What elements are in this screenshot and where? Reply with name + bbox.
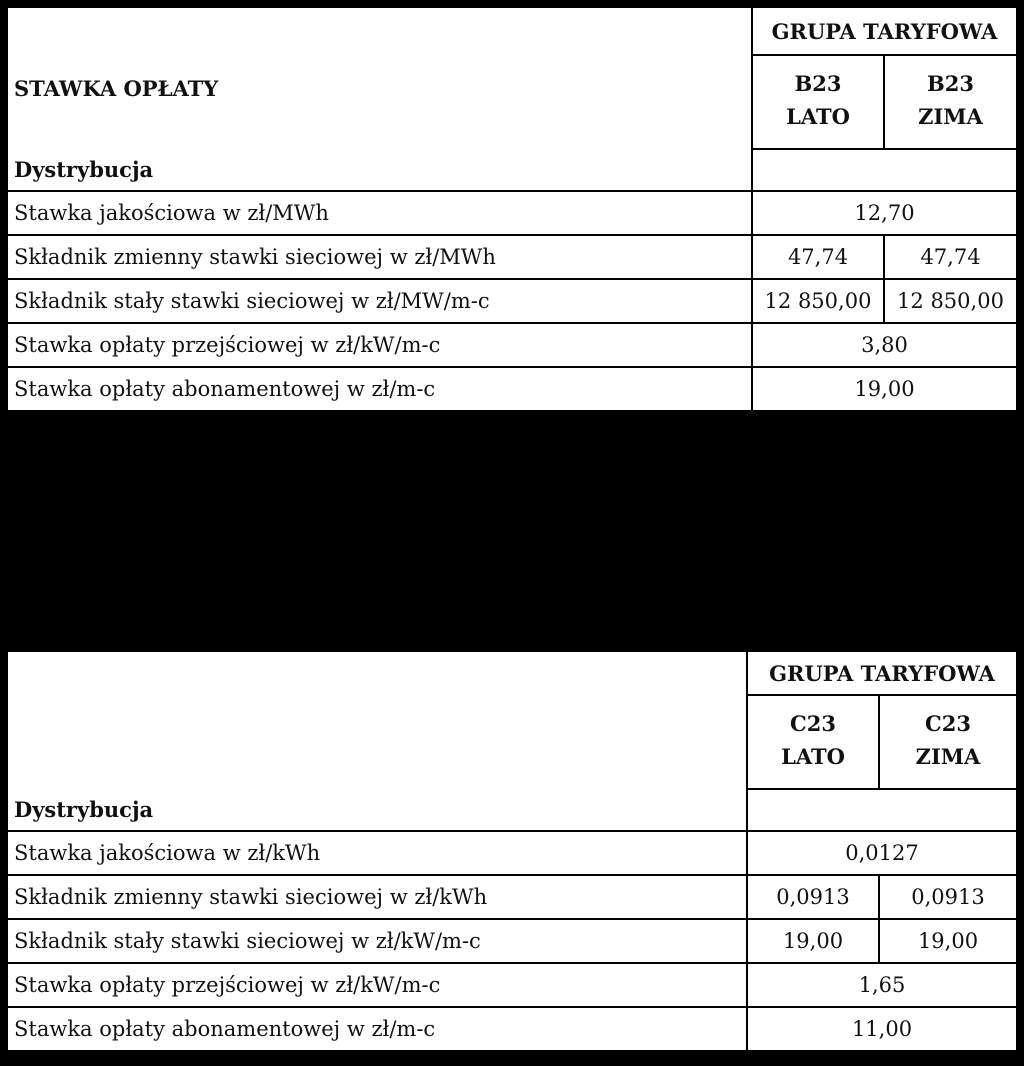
col-code-lato: C23 [747,695,879,738]
table-row [7,831,1017,875]
col-season-lato: LATO [747,738,879,789]
col-code-zima: B23 [884,55,1017,98]
col-season-zima: ZIMA [884,98,1017,149]
row-value: 0,0127 [747,831,1017,875]
row-value-zima: 19,00 [879,919,1017,963]
tariff-table-c23 [6,650,1018,1052]
row-value: 19,00 [752,367,1017,411]
table-row [7,191,1017,235]
col-code-lato: B23 [752,55,884,98]
table-row [7,367,1017,411]
row-value-lato: 47,74 [752,235,884,279]
row-value-lato: 12 850,00 [752,279,884,323]
row-label: Stawka opłaty abonamentowej w zł/m-c [7,367,752,411]
row-label: Składnik zmienny stawki sieciowej w zł/kWh [7,875,747,919]
table-row [7,1007,1017,1051]
group-header: GRUPA TARYFOWA [747,651,1017,695]
table-row [7,919,1017,963]
row-value-zima: 0,0913 [879,875,1017,919]
header-blank [7,651,747,789]
table-row [7,875,1017,919]
col-code-zima: C23 [879,695,1017,738]
section-label: Dystrybucja [7,789,747,831]
row-label: Składnik stały stawki sieciowej w zł/MW/m-c [7,279,752,323]
row-label: Stawka opłaty abonamentowej w zł/m-c [7,1007,747,1051]
row-value-lato: 0,0913 [747,875,879,919]
col-season-zima: ZIMA [879,738,1017,789]
row-label: Stawka jakościowa w zł/kWh [7,831,747,875]
tariff-table-b23 [6,6,1018,412]
row-label: Składnik zmienny stawki sieciowej w zł/MWh [7,235,752,279]
table-row [7,279,1017,323]
row-label: Składnik stały stawki sieciowej w zł/kW/m-c [7,919,747,963]
row-value: 3,80 [752,323,1017,367]
section-blank [752,149,1017,191]
table-row [7,963,1017,1007]
table-row [7,323,1017,367]
group-header: GRUPA TARYFOWA [752,7,1017,55]
section-label: Dystrybucja [7,149,752,191]
row-value-zima: 47,74 [884,235,1017,279]
row-label: Stawka opłaty przejściowej w zł/kW/m-c [7,323,752,367]
row-value-zima: 12 850,00 [884,279,1017,323]
row-label: Stawka opłaty przejściowej w zł/kW/m-c [7,963,747,1007]
row-value: 11,00 [747,1007,1017,1051]
section-blank [747,789,1017,831]
table-row [7,235,1017,279]
row-value-lato: 19,00 [747,919,879,963]
row-value: 1,65 [747,963,1017,1007]
col-season-lato: LATO [752,98,884,149]
row-label: Stawka jakościowa w zł/MWh [7,191,752,235]
row-value: 12,70 [752,191,1017,235]
table-title: STAWKA OPŁATY [7,7,752,149]
